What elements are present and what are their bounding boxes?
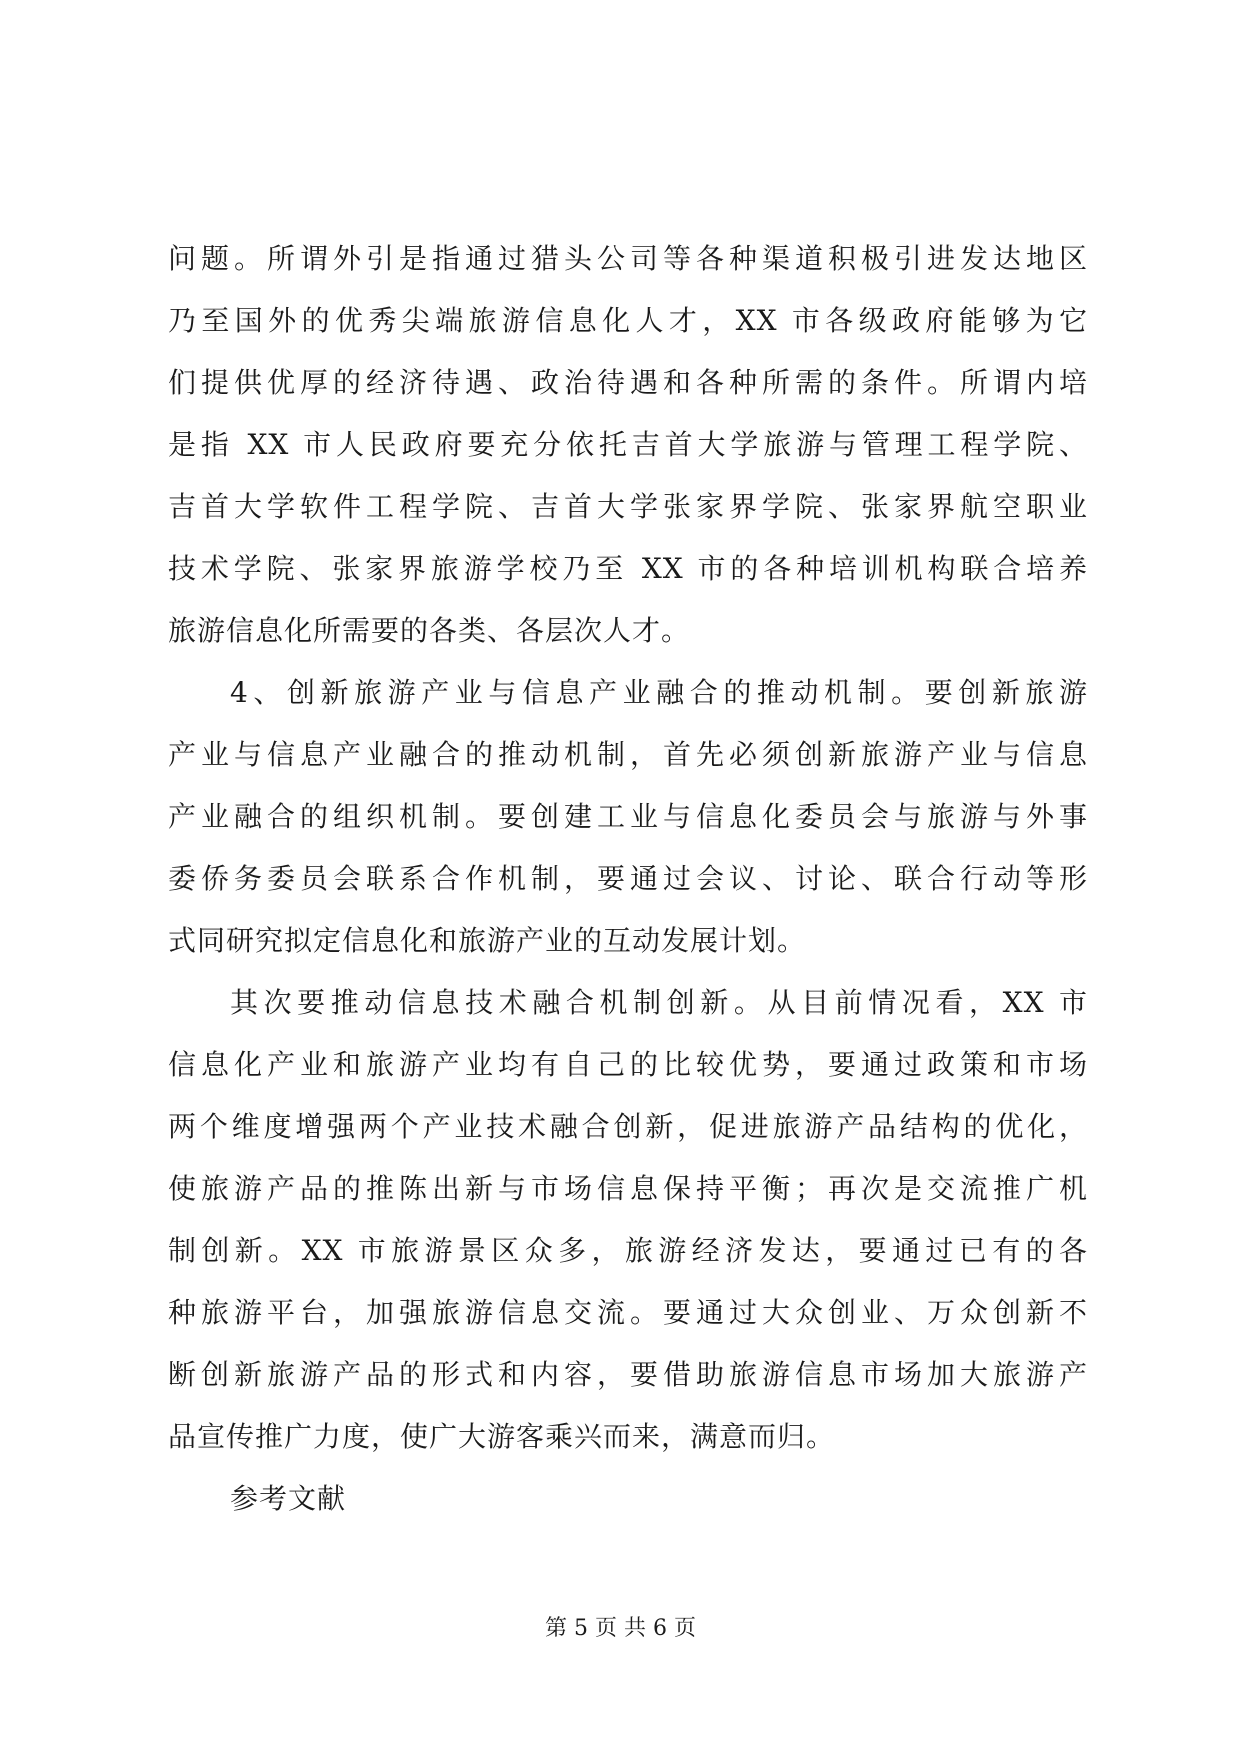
page-footer: 第 5 页 共 6 页 xyxy=(545,1616,696,1641)
text-line-11: 委侨务委员会联系合作机制，要通过会议、讨论、联合行动等形 xyxy=(168,862,1088,895)
text-line-14: 信息化产业和旅游产业均有自己的比较优势，要通过政策和市场 xyxy=(168,1048,1088,1081)
references-heading: 参考文献 xyxy=(230,1482,347,1515)
text-line-13: 其次要推动信息技术融合机制创新。从目前情况看，XX 市 xyxy=(230,986,1088,1019)
text-line-8: 4、创新旅游产业与信息产业融合的推动机制。要创新旅游 xyxy=(230,676,1088,709)
text-line-20: 品宣传推广力度，使广大游客乘兴而来，满意而归。 xyxy=(168,1420,836,1453)
text-line-12: 式同研究拟定信息化和旅游产业的互动发展计划。 xyxy=(168,924,807,957)
text-line-18: 种旅游平台，加强旅游信息交流。要通过大众创业、万众创新不 xyxy=(168,1296,1088,1329)
text-line-9: 产业与信息产业融合的推动机制，首先必须创新旅游产业与信息 xyxy=(168,738,1088,771)
text-line-19: 断创新旅游产品的形式和内容，要借助旅游信息市场加大旅游产 xyxy=(168,1358,1088,1391)
text-line-17: 制创新。XX 市旅游景区众多，旅游经济发达，要通过已有的各 xyxy=(168,1234,1088,1267)
text-line-16: 使旅游产品的推陈出新与市场信息保持平衡；再次是交流推广机 xyxy=(168,1172,1088,1205)
text-line-10: 产业融合的组织机制。要创建工业与信息化委员会与旅游与外事 xyxy=(168,800,1088,833)
text-line-3: 们提供优厚的经济待遇、政治待遇和各种所需的条件。所谓内培 xyxy=(168,366,1088,399)
text-line-5: 吉首大学软件工程学院、吉首大学张家界学院、张家界航空职业 xyxy=(168,490,1088,523)
text-line-7: 旅游信息化所需要的各类、各层次人才。 xyxy=(168,614,691,647)
body-text xyxy=(168,228,1088,1530)
text-line-15: 两个维度增强两个产业技术融合创新，促进旅游产品结构的优化， xyxy=(168,1110,1088,1143)
text-line-6: 技术学院、张家界旅游学校乃至 XX 市的各种培训机构联合培养 xyxy=(168,552,1088,585)
text-line-2: 乃至国外的优秀尖端旅游信息化人才，XX 市各级政府能够为它 xyxy=(168,304,1088,337)
text-line-1: 问题。所谓外引是指通过猎头公司等各种渠道积极引进发达地区 xyxy=(168,242,1088,275)
text-line-4: 是指 XX 市人民政府要充分依托吉首大学旅游与管理工程学院、 xyxy=(168,428,1088,461)
